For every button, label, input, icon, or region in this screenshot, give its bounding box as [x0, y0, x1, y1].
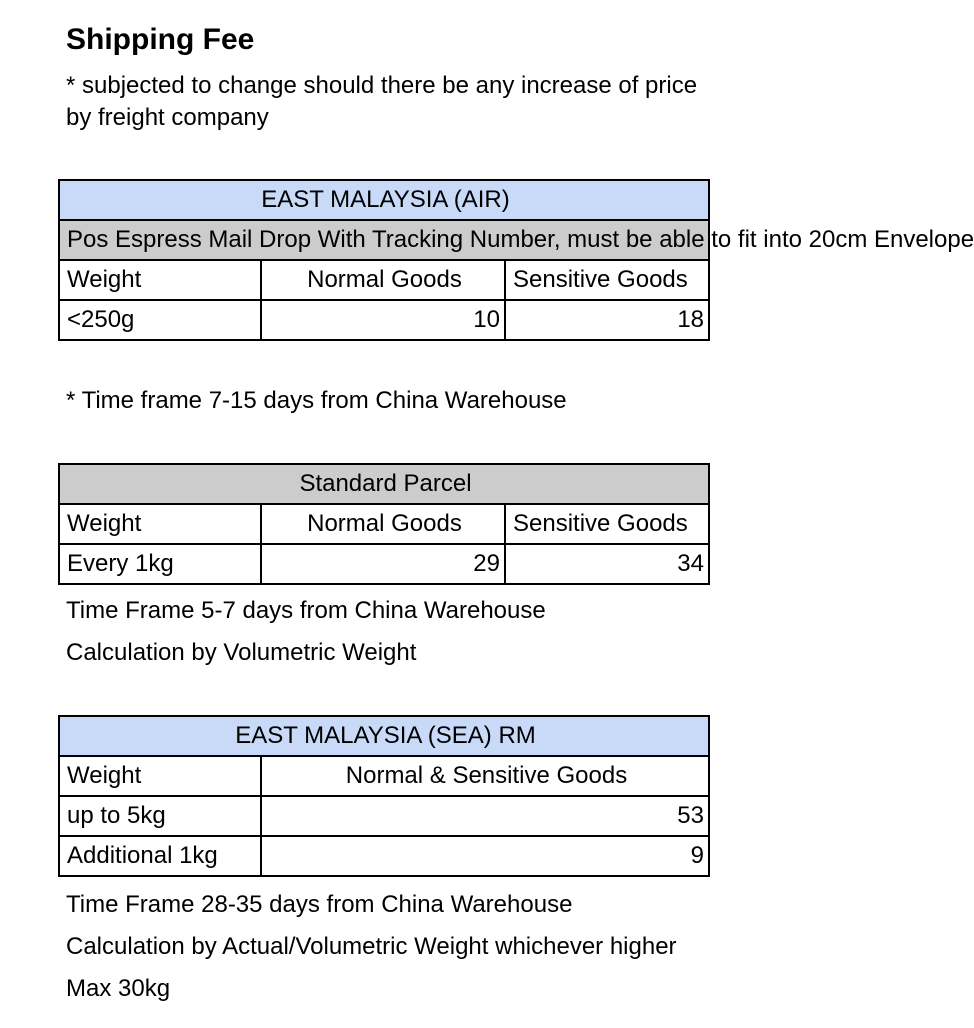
table-row — [59, 756, 709, 796]
weight-cell: up to 5kg — [59, 796, 261, 836]
sea-shipping-table — [58, 715, 710, 877]
column-header-normal-goods: Normal Goods — [261, 504, 505, 544]
page-title: Shipping Fee — [66, 23, 255, 56]
normal-goods-price: 10 — [261, 300, 505, 340]
table-row — [59, 260, 709, 300]
sea-calculation-note: Calculation by Actual/Volumetric Weight whichever higher — [66, 933, 677, 960]
standard-parcel-table — [58, 463, 710, 585]
table-row — [59, 836, 709, 876]
table-row — [59, 504, 709, 544]
sea-timeframe-note: Time Frame 28-35 days from China Warehouse — [66, 891, 573, 918]
air-table-header: EAST MALAYSIA (AIR) — [59, 180, 709, 220]
table-row — [59, 464, 709, 504]
standard-table-header: Standard Parcel — [59, 464, 709, 504]
standard-calculation-note: Calculation by Volumetric Weight — [66, 639, 417, 666]
sensitive-goods-price: 34 — [505, 544, 709, 584]
price-change-note: * subjected to change should there be any increase of price by freight company — [66, 72, 698, 131]
air-shipping-table — [58, 179, 974, 341]
table-row — [59, 796, 709, 836]
column-header-sensitive-goods: Sensitive Goods — [505, 504, 709, 544]
standard-timeframe-note: Time Frame 5-7 days from China Warehouse — [66, 597, 546, 624]
air-service-description: Pos Espress Mail Drop With Tracking Number, must be able to fit into 20cm Envelope — [59, 220, 709, 260]
column-header-weight: Weight — [59, 756, 261, 796]
price-cell: 53 — [261, 796, 709, 836]
table-row — [59, 300, 709, 340]
column-header-weight: Weight — [59, 260, 261, 300]
sea-table-header: EAST MALAYSIA (SEA) RM — [59, 716, 709, 756]
price-cell: 9 — [261, 836, 709, 876]
sea-max-weight-note: Max 30kg — [66, 975, 171, 1002]
column-header-weight: Weight — [59, 504, 261, 544]
weight-cell: <250g — [59, 300, 261, 340]
sensitive-goods-price: 18 — [505, 300, 709, 340]
table-row — [59, 716, 709, 756]
column-header-normal-sensitive-goods: Normal & Sensitive Goods — [261, 756, 709, 796]
air-timeframe-note: * Time frame 7-15 days from China Warehouse — [66, 387, 567, 414]
table-row — [59, 180, 709, 220]
weight-cell: Every 1kg — [59, 544, 261, 584]
table-row — [59, 220, 709, 260]
column-header-normal-goods: Normal Goods — [261, 260, 505, 300]
column-header-sensitive-goods: Sensitive Goods — [505, 260, 709, 300]
weight-cell: Additional 1kg — [59, 836, 261, 876]
table-row — [59, 544, 709, 584]
normal-goods-price: 29 — [261, 544, 505, 584]
